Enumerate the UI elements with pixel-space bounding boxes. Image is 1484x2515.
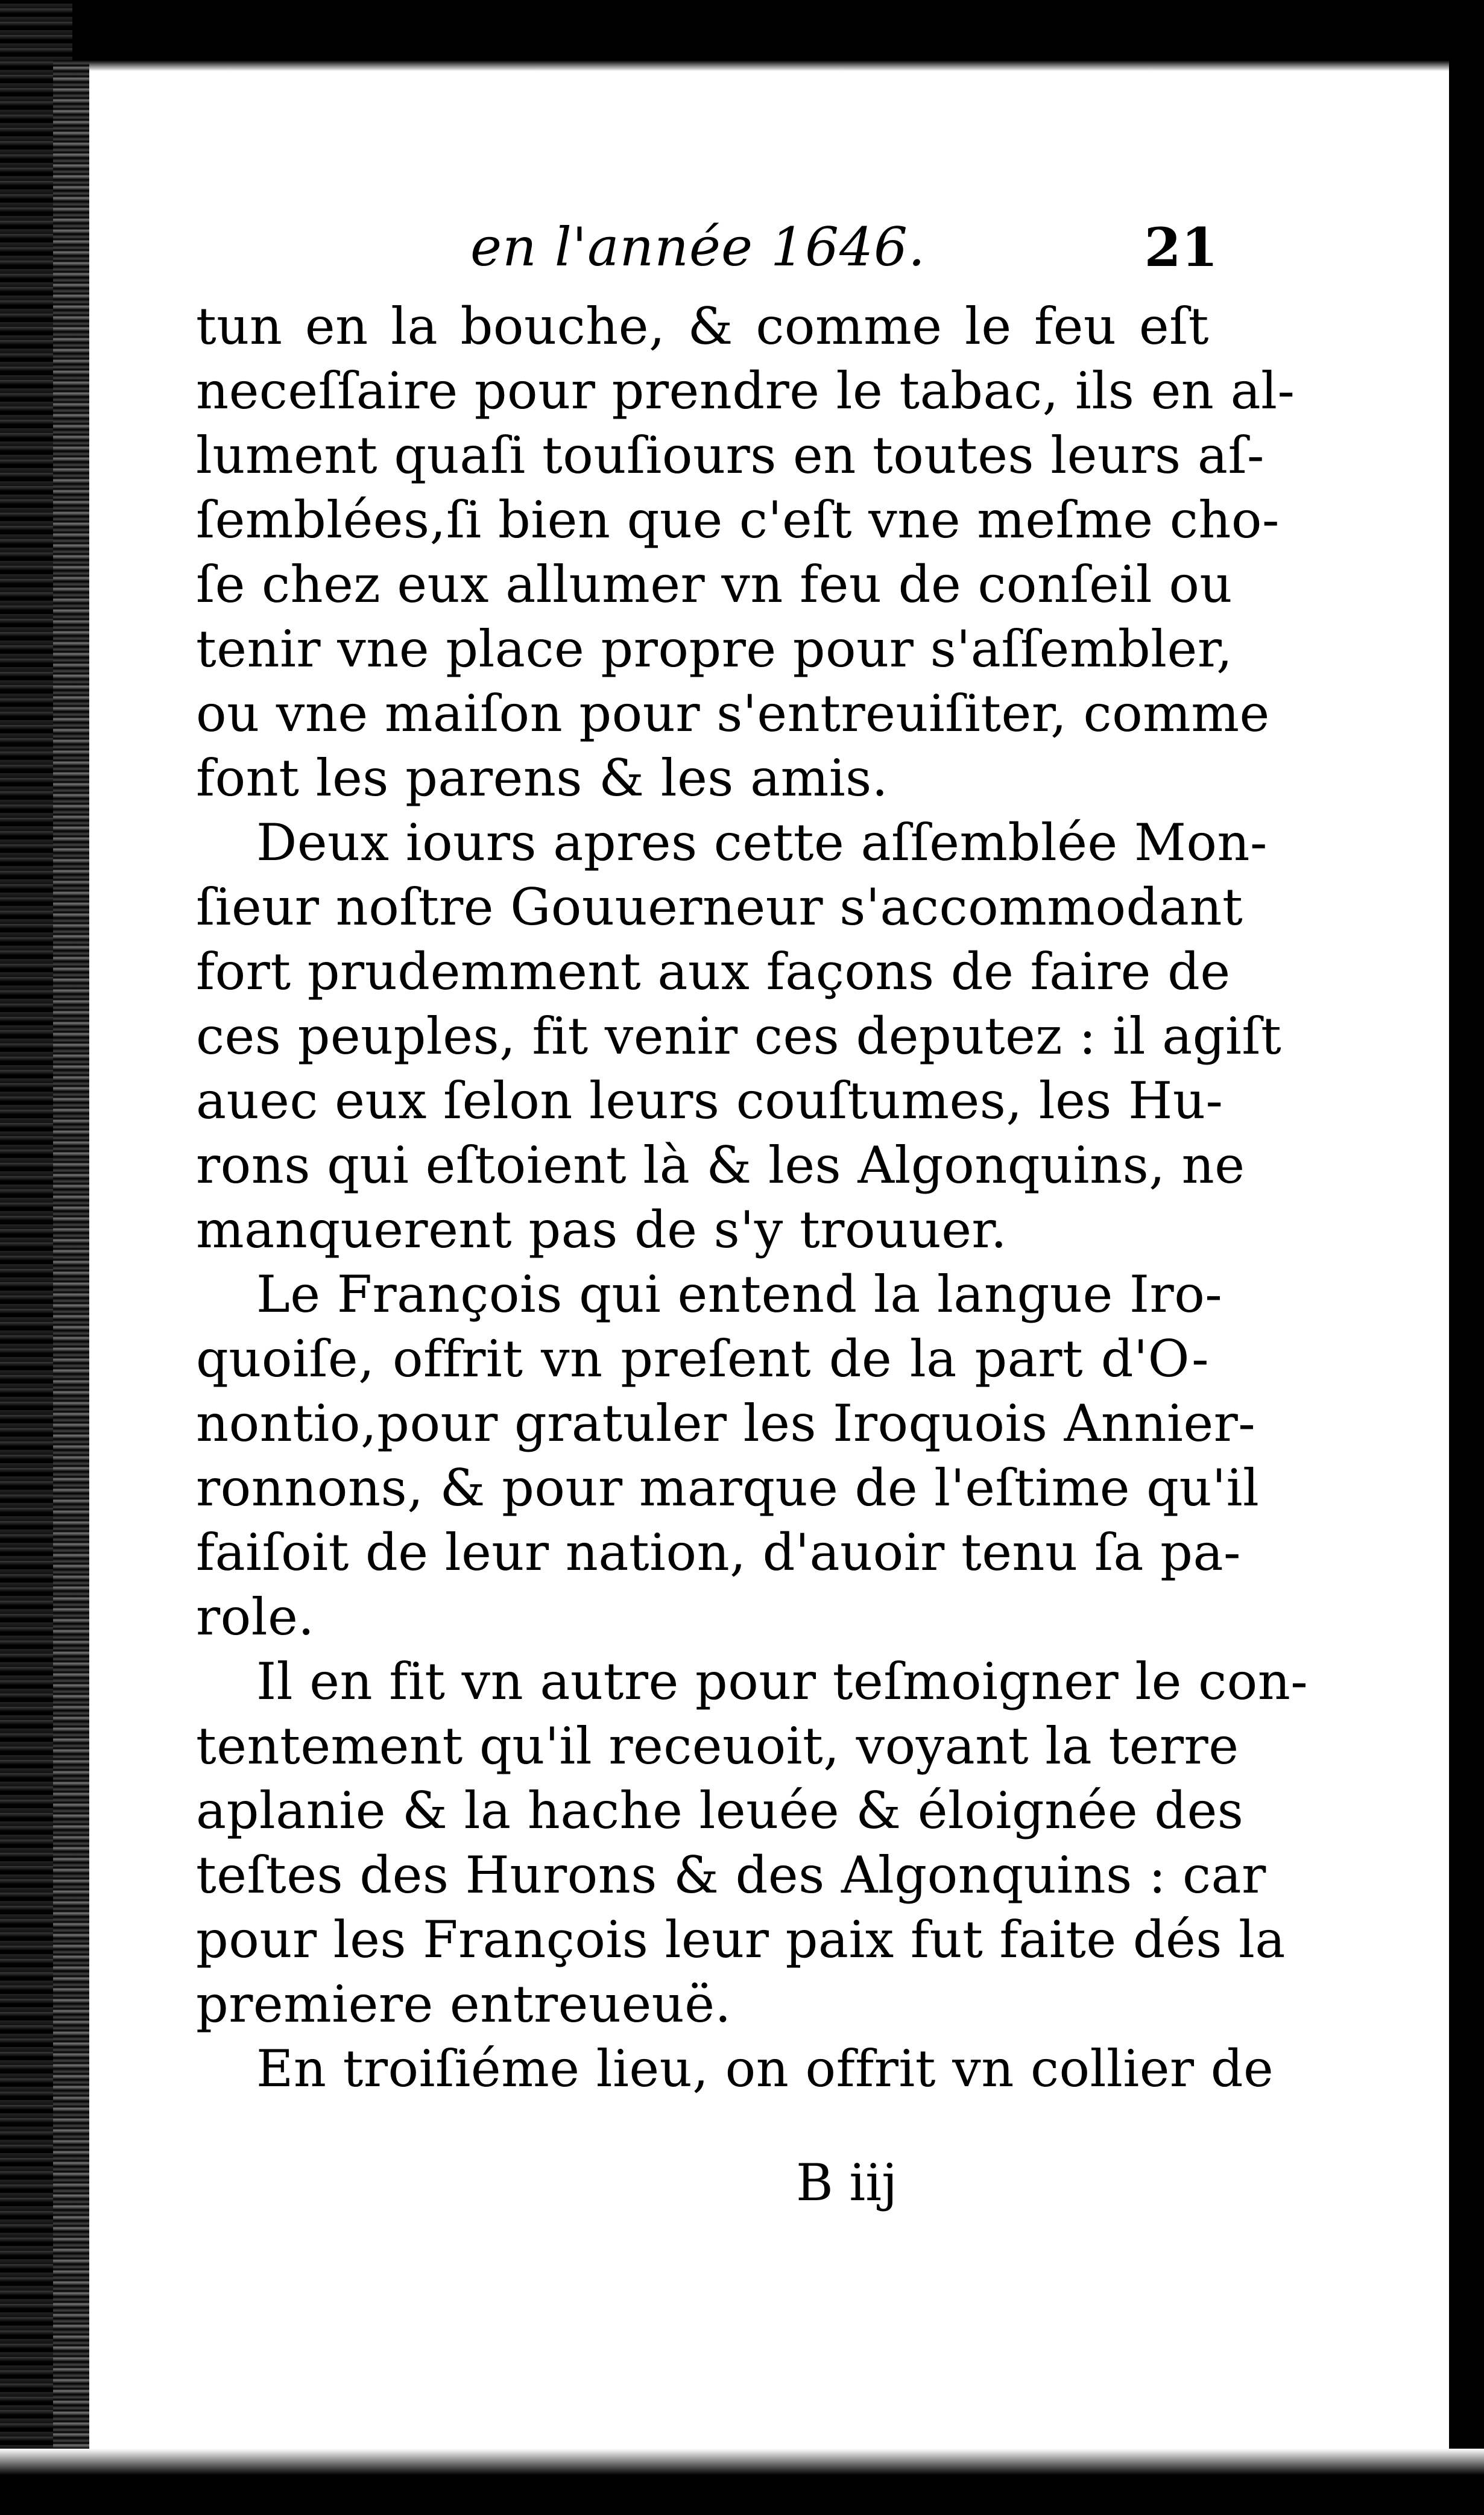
paragraph xyxy=(196,811,1282,1262)
book-page xyxy=(96,71,1447,2447)
text-line: lument quaſi touſiours en toutes leurs aſ- xyxy=(196,426,1265,485)
text-line: neceſſaire pour prendre le tabac, ils en al- xyxy=(196,361,1295,420)
text-line: fort prudemment aux façons de faire de xyxy=(196,942,1231,1001)
text-line: auec eux ſelon leurs couſtumes, les Hu- xyxy=(196,1071,1224,1130)
text-line: ces peuples, fit venir ces deputez : il agiſt xyxy=(196,1007,1282,1066)
running-head: en l'année 1646. xyxy=(470,216,926,278)
paragraph xyxy=(196,2037,1274,2101)
paragraph xyxy=(196,294,1295,811)
page-header xyxy=(374,216,1218,306)
text-line: ſieur noſtre Gouuerneur s'accommodant xyxy=(196,878,1243,937)
signature-mark: B iij xyxy=(796,2153,898,2212)
text-line: Le François qui entend la langue Iro- xyxy=(256,1265,1223,1324)
text-line: tun en la bouche, & comme le feu eſt xyxy=(196,297,1209,356)
text-line: Deux iours apres cette aſſemblée Mon- xyxy=(256,813,1268,872)
paragraph xyxy=(196,1650,1309,2037)
scan-edge-right xyxy=(1449,0,1484,2515)
text-line: Il en fit vn autre pour teſmoigner le con- xyxy=(256,1652,1309,1711)
text-line: ronnons, & pour marque de l'eſtime qu'il xyxy=(196,1458,1260,1517)
text-line: quoiſe, offrit vn preſent de la part d'O- xyxy=(196,1329,1209,1388)
text-line: En troiſiéme lieu, on offrit vn collier de xyxy=(256,2039,1274,2098)
body-text xyxy=(196,294,1309,2101)
text-line: teſtes des Hurons & des Algonquins : car xyxy=(196,1846,1266,1905)
text-line: role. xyxy=(196,1587,315,1647)
text-line: tentement qu'il receuoit, voyant la terre xyxy=(196,1716,1239,1776)
text-line: faiſoit de leur nation, d'auoir tenu ſa pa- xyxy=(196,1523,1241,1582)
scan-edge-top xyxy=(0,0,1484,60)
scan-edge-top-fade xyxy=(0,60,1484,71)
page-number: 21 xyxy=(1144,216,1218,279)
text-line: pour les François leur paix fut faite dés la xyxy=(196,1910,1286,1969)
paragraph xyxy=(196,1262,1260,1650)
text-line: nontio,pour gratuler les Iroquois Annier- xyxy=(196,1394,1256,1453)
scan-edge-bottom xyxy=(0,2449,1484,2515)
text-line: ſe chez eux allumer vn feu de conſeil ou xyxy=(196,555,1233,614)
scan-edge-left-inner xyxy=(53,60,89,2461)
text-line: manquerent pas de s'y trouuer. xyxy=(196,1200,1008,1259)
text-line: tenir vne place propre pour s'aſſembler, xyxy=(196,619,1233,679)
text-line: ou vne maiſon pour s'entreuiſiter, comme xyxy=(196,684,1270,743)
text-line: premiere entreueuë. xyxy=(196,1975,731,2034)
text-line: rons qui eſtoient là & les Algonquins, ne xyxy=(196,1136,1245,1195)
text-line: ſemblées,ſi bien que c'eſt vne meſme cho- xyxy=(196,490,1280,549)
text-line: font les parens & les amis. xyxy=(196,748,888,808)
text-line: aplanie & la hache leuée & éloignée des xyxy=(196,1781,1244,1840)
